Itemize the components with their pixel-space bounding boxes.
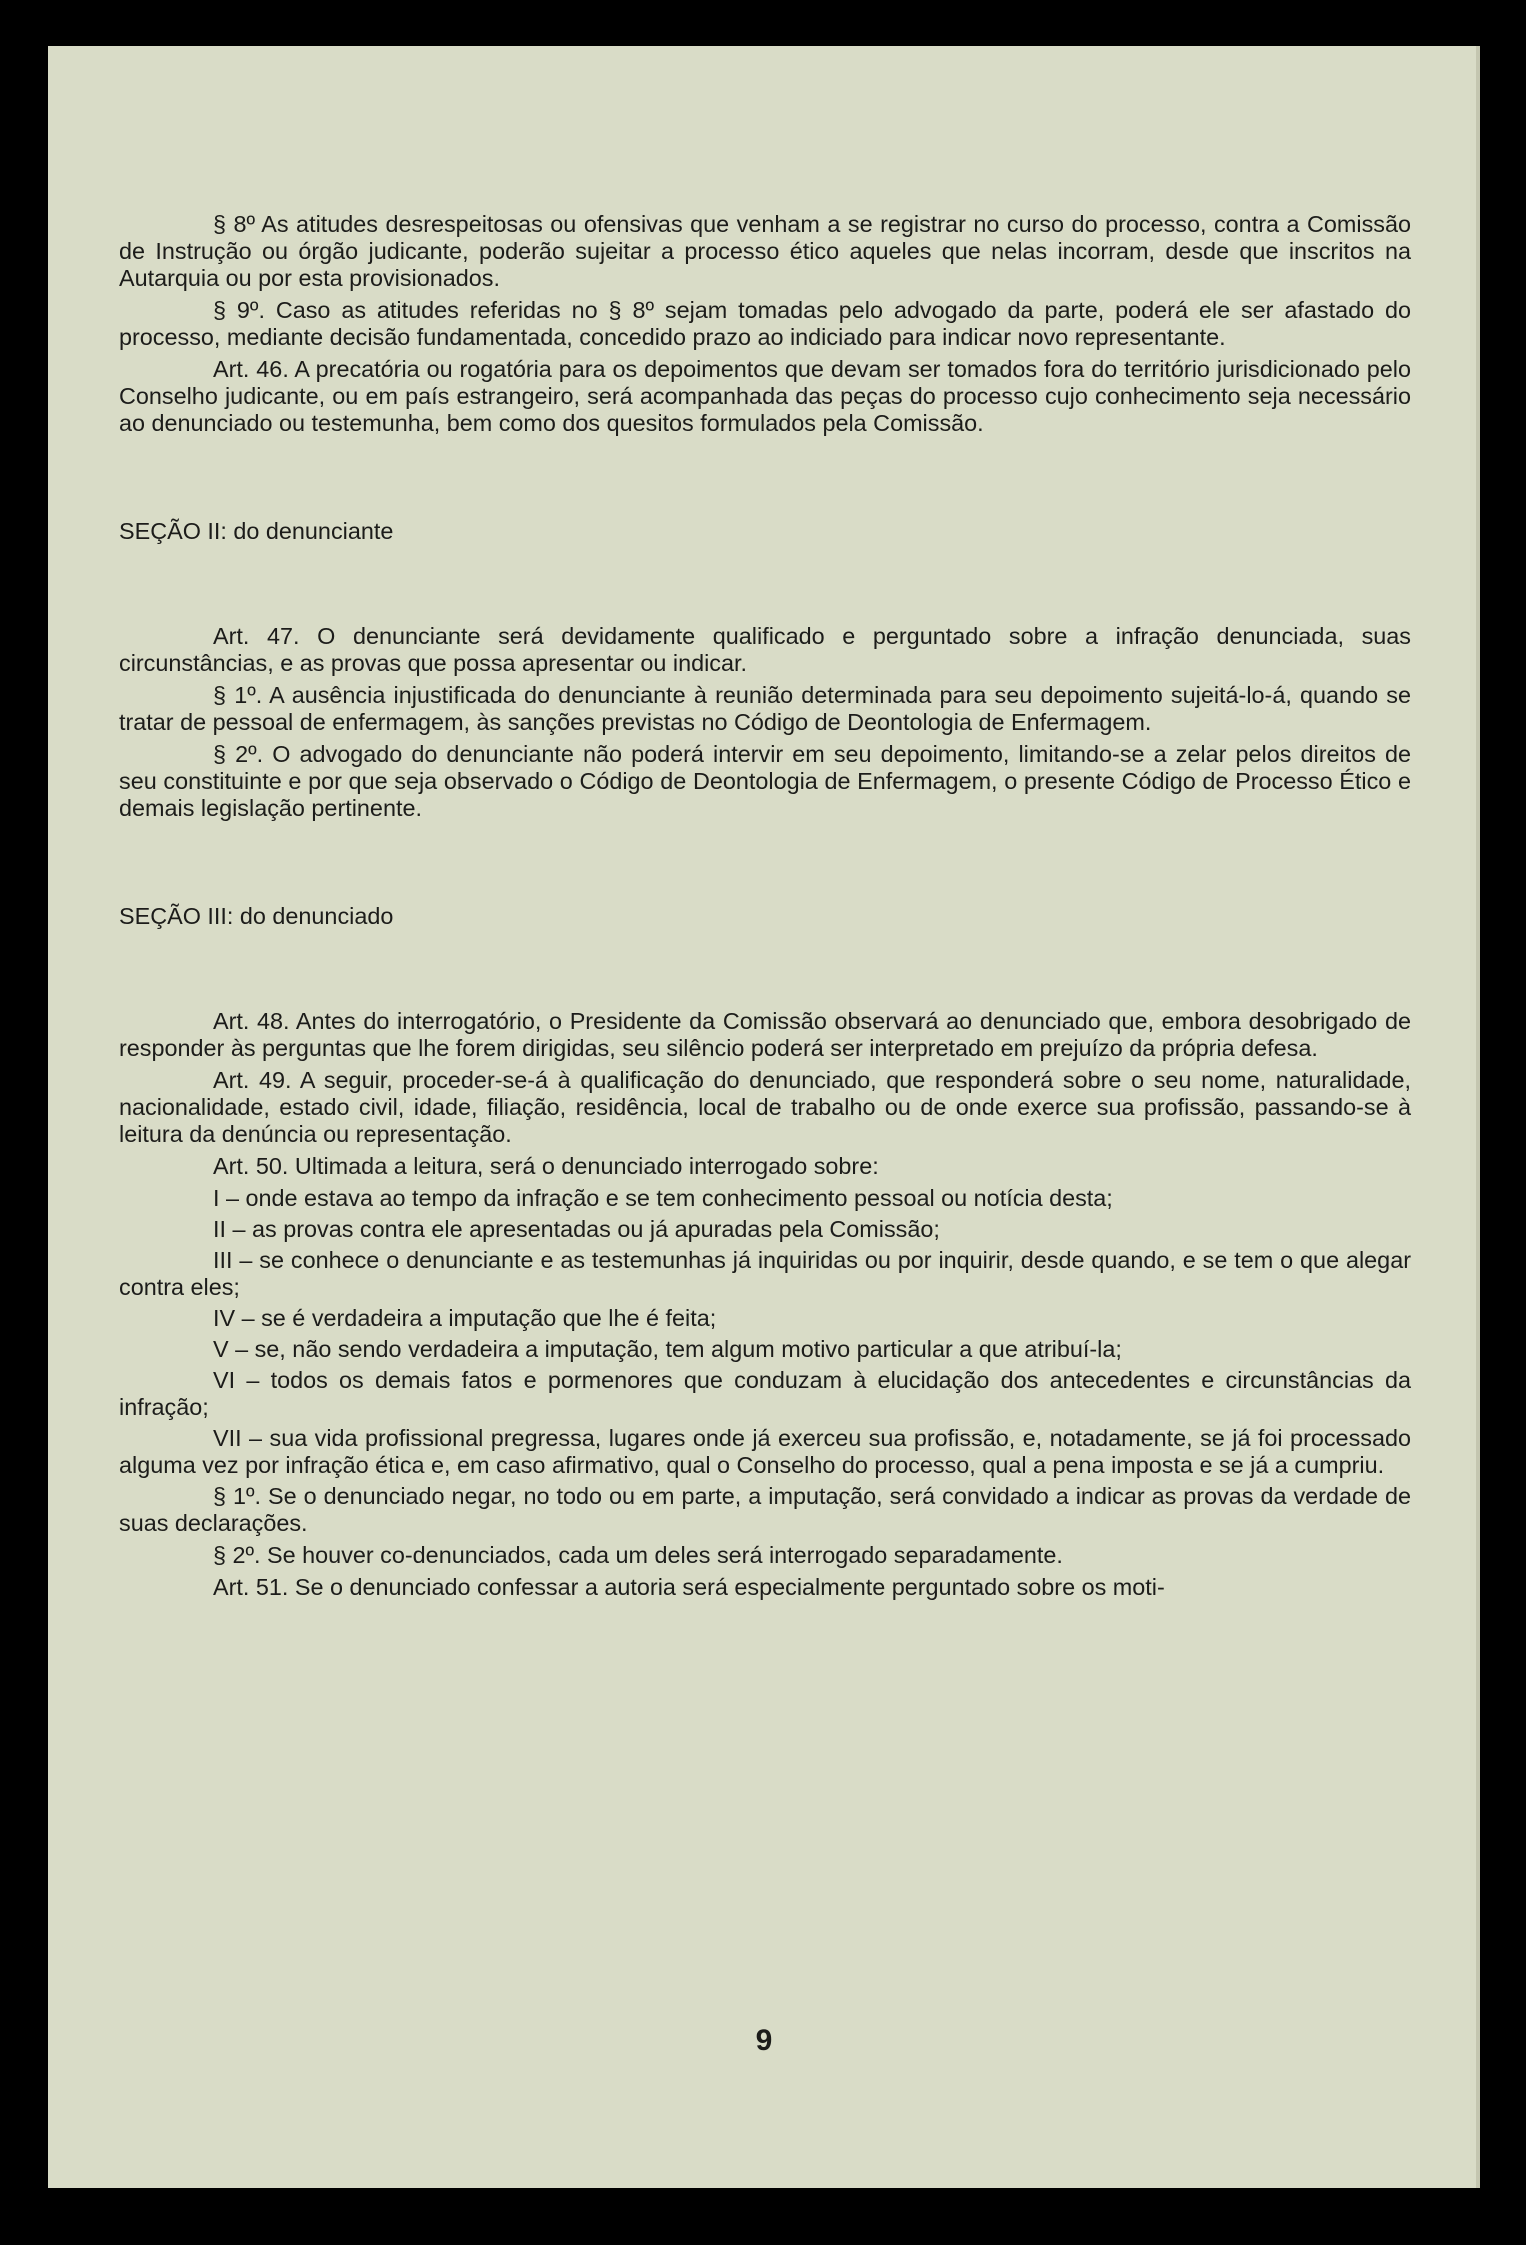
article-50-item-1: I – onde estava ao tempo da infração e se tem conhecimento pessoal ou notícia desta; (213, 1185, 1113, 1211)
article-50-item-6: VI – todos os demais fatos e pormenores que conduzam à elucidação dos antecedentes e circunstâncias da infração; (119, 1367, 1411, 1420)
article-47: Art. 47. O denunciante será devidamente qualificado e perguntado sobre a infração denunciada, suas circunstâncias, e as provas que possa apresentar ou indicar. (119, 623, 1411, 676)
article-46: Art. 46. A precatória ou rogatória para os depoimentos que devam ser tomados fora do território jurisdicionado pelo Conselho judicante, ou em país estrangeiro, será acompanhada das peças do processo cujo conhecimento seja necessário ao denunciado ou testemunha, bem como dos quesitos formulados pela Comissão. (119, 356, 1411, 436)
article-50-paragraph-2: § 2º. Se houver co-denunciados, cada um deles será interrogado separadamente. (213, 1542, 1063, 1568)
section-heading-denunciado: SEÇÃO III: do denunciado (119, 903, 394, 929)
article-50-item-4: IV – se é verdadeira a imputação que lhe é feita; (213, 1305, 717, 1331)
article-50-item-7: VII – sua vida profissional pregressa, lugares onde já exerceu sua profissão, e, notadamente, se já foi processado alguma vez por infração ética e, em caso afirmativo, qual o Conselho do processo, qual a pena imposta e se já a cumpriu. (119, 1425, 1411, 1478)
article-50-item-3: III – se conhece o denunciante e as testemunhas já inquiridas ou por inquirir, desde quando, e se tem o que alegar contra eles; (119, 1247, 1411, 1300)
article-50-paragraph-1: § 1º. Se o denunciado negar, no todo ou em parte, a imputação, será convidado a indicar as provas da verdade de suas declarações. (119, 1483, 1411, 1536)
article-47-paragraph-2: § 2º. O advogado do denunciante não poderá intervir em seu depoimento, limitando-se a zelar pelos direitos de seu constituinte e por que seja observado o Código de Deontologia de Enfermagem, o presente Código de Processo Ético e demais legislação pertinente. (119, 741, 1411, 821)
article-48: Art. 48. Antes do interrogatório, o Presidente da Comissão observará ao denunciado que, embora desobrigado de responder às perguntas que lhe forem dirigidas, seu silêncio poderá ser interpretado em prejuízo da própria defesa. (119, 1008, 1411, 1061)
article-51: Art. 51. Se o denunciado confessar a autoria será especialmente perguntado sobre os moti- (213, 1574, 1165, 1600)
page-body (119, 211, 1411, 1606)
article-50-item-5: V – se, não sendo verdadeira a imputação, tem algum motivo particular a que atribuí-la; (213, 1336, 1122, 1362)
article-49: Art. 49. A seguir, proceder-se-á à qualificação do denunciado, que responderá sobre o seu nome, naturalidade, nacionalidade, estado civil, idade, filiação, residência, local de trabalho ou de onde exerce sua profissão, passando-se à leitura da denúncia ou representação. (119, 1067, 1411, 1147)
paragraph-9: § 9º. Caso as atitudes referidas no § 8º sejam tomadas pelo advogado da parte, poderá ele ser afastado do processo, mediante decisão fundamentada, concedido prazo ao indiciado para indicar novo representante. (119, 297, 1411, 350)
paragraph-8: § 8º As atitudes desrespeitosas ou ofensivas que venham a se registrar no curso do processo, contra a Comissão de Instrução ou órgão judicante, poderão sujeitar a processo ético aqueles que nelas incorram, desde que inscritos na Autarquia ou por esta provisionados. (119, 211, 1411, 291)
article-47-paragraph-1: § 1º. A ausência injustificada do denunciante à reunião determinada para seu depoimento sujeitá-lo-á, quando se tratar de pessoal de enfermagem, às sanções previstas no Código de Deontologia de Enfermagem. (119, 682, 1411, 735)
page-number: 9 (755, 2024, 773, 2057)
section-heading-denunciante: SEÇÃO II: do denunciante (119, 518, 394, 544)
document-page (48, 46, 1480, 2188)
article-50: Art. 50. Ultimada a leitura, será o denunciado interrogado sobre: (213, 1153, 879, 1179)
article-50-item-2: II – as provas contra ele apresentadas ou já apuradas pela Comissão; (213, 1216, 940, 1242)
